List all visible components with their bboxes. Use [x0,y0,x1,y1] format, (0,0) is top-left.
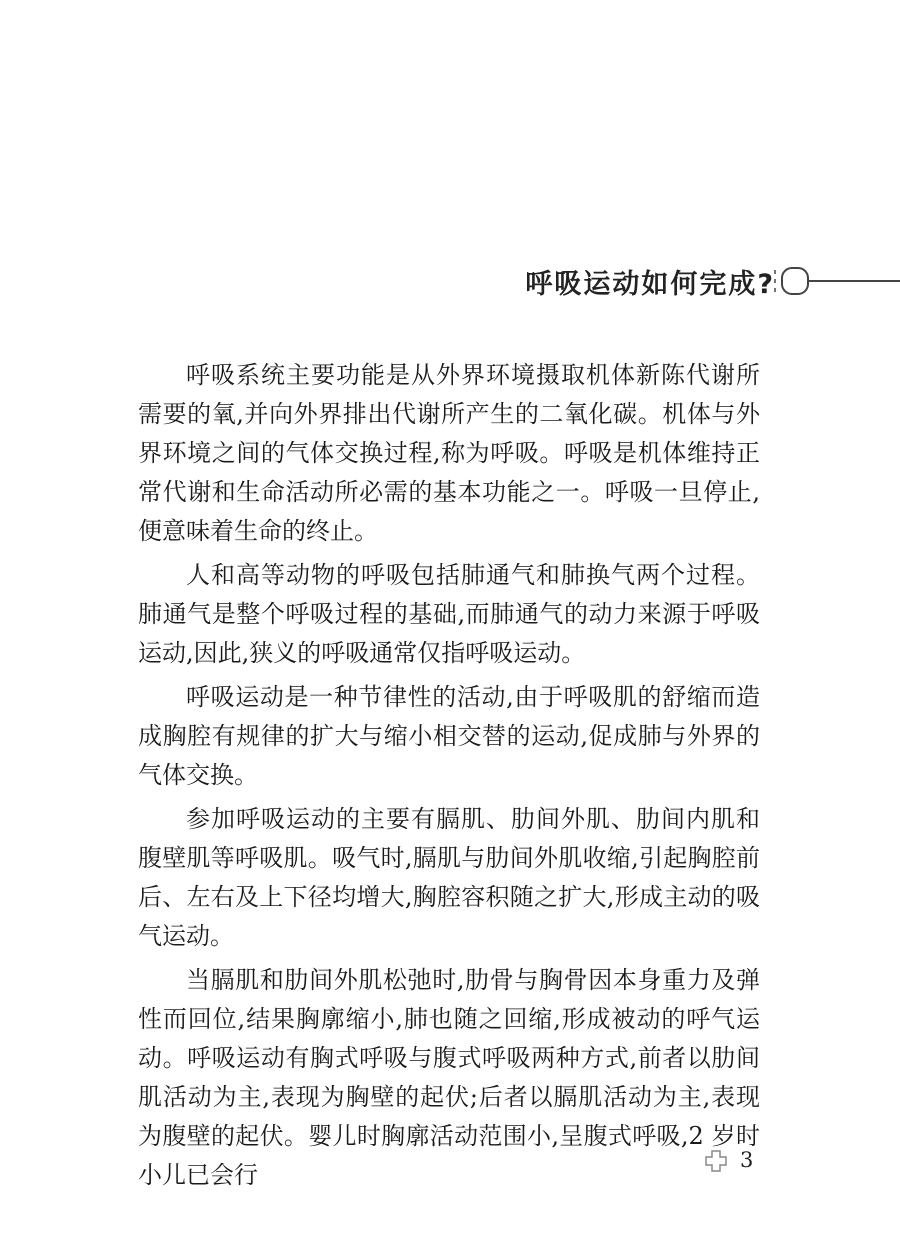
paragraph-1: 呼吸系统主要功能是从外界环境摄取机体新陈代谢所需要的氧,并向外界排出代谢所产生的二氧化碳。机体与外界环境之间的气体交换过程,称为呼吸。呼吸是机体维持正常代谢和生命活动所必需的基本功能之一。呼吸一旦停止,便意味着生命的终止。 [138,361,760,545]
paragraph-2: 人和高等动物的呼吸包括肺通气和肺换气两个过程。肺通气是整个呼吸过程的基础,而肺通气的动力来源于呼吸运动,因此,狭义的呼吸通常仅指呼吸运动。 [138,561,760,667]
heading-decoration-icon [770,262,900,302]
article-body [138,356,760,1200]
page-number: 3 [740,1148,754,1172]
paragraph-5: 当膈肌和肋间外肌松弛时,肋骨与胸骨因本身重力及弹性而回位,结果胸廓缩小,肺也随之回缩,形成被动的呼气运动。呼吸运动有胸式呼吸与腹式呼吸两种方式,前者以肋间肌活动为主,表现为胸壁的起伏;后者以膈肌活动为主,表现为腹壁的起伏。婴儿时胸廓活动范围小,呈腹式呼吸,2 岁时小儿已会行 [138,966,760,1189]
section-heading: 呼吸运动如何完成? [525,269,775,300]
paragraph-3: 呼吸运动是一种节律性的活动,由于呼吸肌的舒缩而造成胸腔有规律的扩大与缩小相交替的运动,促成肺与外界的气体交换。 [138,683,760,789]
paragraph-4: 参加呼吸运动的主要有膈肌、肋间外肌、肋间内肌和腹壁肌等呼吸肌。吸气时,膈肌与肋间外肌收缩,引起胸腔前后、左右及上下径均增大,胸腔容积随之扩大,形成主动的吸气运动。 [138,805,760,950]
cross-icon [705,1150,727,1172]
